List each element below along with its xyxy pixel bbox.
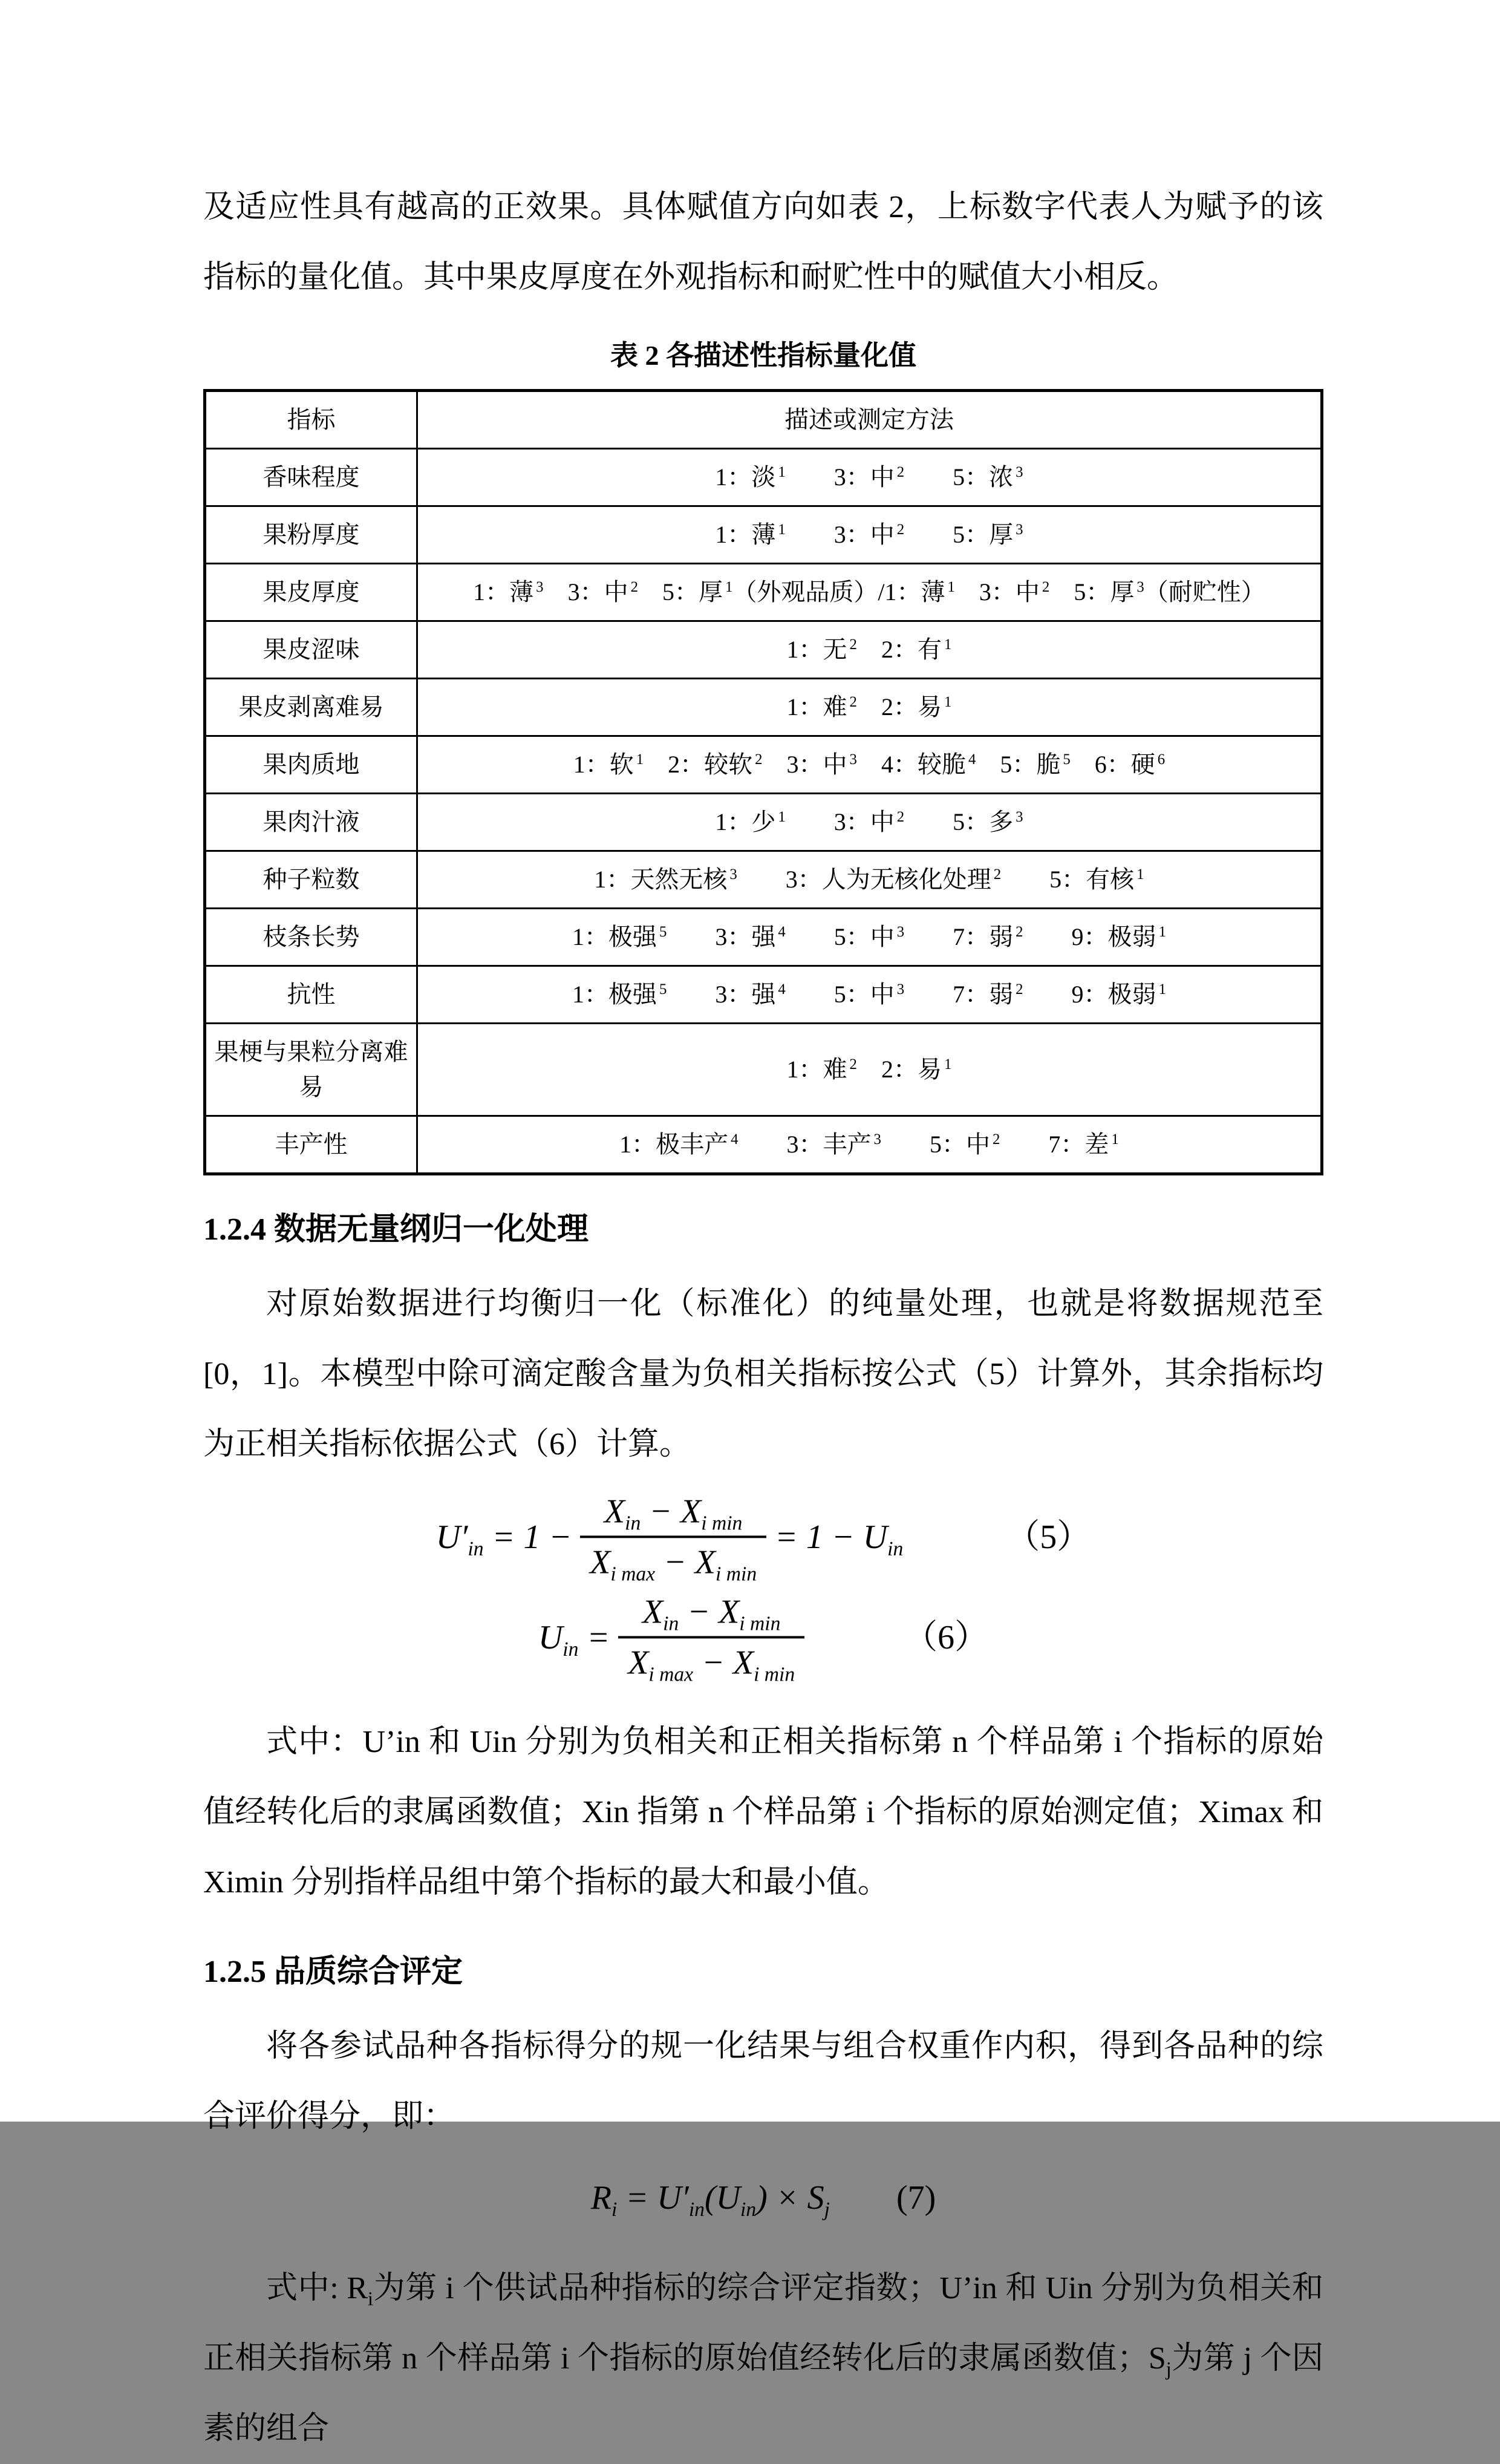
table-row bbox=[205, 564, 1322, 621]
indicator-cell: 抗性 bbox=[205, 966, 417, 1024]
table-row bbox=[205, 449, 1322, 506]
table-caption: 表 2 各描述性指标量化值 bbox=[610, 340, 916, 371]
description-cell: 1：淡 $^1$ 3：中 $^2$ 5：浓 $^3$ bbox=[417, 449, 1322, 506]
table-body bbox=[205, 449, 1322, 1174]
table-row bbox=[205, 909, 1322, 966]
description-cell: 1：极强 $^5$ 3：强 $^4$ 5：中 $^3$ 7：弱 $^2$ 9：极弱 $^1$ bbox=[417, 909, 1322, 966]
table-row bbox=[205, 1116, 1322, 1174]
description-cell: 1：软 $^1$ 2：较软 $^2$ 3：中 $^3$ 4：较脆 $^4$ 5：脆 $^5$ 6：硬 $^6$ bbox=[417, 736, 1322, 794]
paragraph-formula-explanation: 式中：U’in 和 Uin 分别为负相关和正相关指标第 n 个样品第 i 个指标的原始值经转化后的隶属函数值；Xin 指第 n 个样品第 i 个指标的原始测定值；Ximax 和 Ximin 分别指样品组中第个指标的最大和最小值。 bbox=[203, 1725, 1323, 1900]
table-row bbox=[205, 506, 1322, 564]
indicator-cell: 枝条长势 bbox=[205, 909, 417, 966]
formula-5: $U'_{in} = 1$ − $\frac{X_{in} - X_{i min}}{X_{i max} - X_{i min}}$ = $1 - U_{in}$ （5） bbox=[435, 1492, 1091, 1586]
formula-block bbox=[203, 1492, 1323, 1686]
indicator-cell: 丰产性 bbox=[205, 1116, 417, 1174]
fraction: $\frac{X_{in} - X_{i min}}{X_{i max} - X_{i min}}$ bbox=[618, 1592, 804, 1682]
indicator-cell: 果梗与果粒分离难易 bbox=[205, 1024, 417, 1116]
description-cell: 1：少 $^1$ 3：中 $^2$ 5：多 $^3$ bbox=[417, 794, 1322, 851]
formula-6: $U_{in}$ = $\frac{X_{in} - X_{i min}}{X_{i max} - X_{i min}}$ （6） bbox=[538, 1593, 989, 1686]
table-row bbox=[205, 736, 1322, 794]
description-cell: 1：极强 $^5$ 3：强 $^4$ 5：中 $^3$ 7：弱 $^2$ 9：极弱 $^1$ bbox=[417, 966, 1322, 1024]
indicator-cell: 果肉汁液 bbox=[205, 794, 417, 851]
table-row bbox=[205, 621, 1322, 679]
indicator-cell: 种子粒数 bbox=[205, 851, 417, 909]
paragraph-result-explanation: 式中: $R_i$为第 i 个供试品种指标的综合评定指数；U’in 和 Uin 分别为负相关和正相关指标第 n 个样品第 i 个指标的原始值经转化后的隶属函数值；$S_j$为第 j 个因素的组合 bbox=[203, 2271, 1324, 2446]
paragraph-normalization: 对原始数据进行均衡归一化（标准化）的纯量处理，也就是将数据规范至[0，1]。本模型中除可滴定酸含量为负相关指标按公式（5）计算外，其余指标均为正相关指标依据公式（6）计算。 bbox=[203, 1287, 1323, 1462]
indicator-cell: 香味程度 bbox=[205, 449, 417, 506]
table-row bbox=[205, 794, 1322, 851]
table-header-row bbox=[205, 391, 1322, 449]
equation-number: (7) bbox=[896, 2179, 936, 2217]
paragraph-intro: 及适应性具有越高的正效果。具体赋值方向如表 2，上标数字代表人为赋予的该指标的量化值。其中果皮厚度在外观指标和耐贮性中的赋值大小相反。 bbox=[203, 190, 1323, 295]
formula-7: $R_i = U'_{in}(U_{in}) \times S_j$ (7) bbox=[590, 2179, 936, 2221]
indicator-cell: 果粉厚度 bbox=[205, 506, 417, 564]
equation-number: （5） bbox=[1006, 1518, 1091, 1556]
fraction: $\frac{X_{in} - X_{i min}}{X_{i max} - X_{i min}}$ bbox=[580, 1492, 766, 1581]
description-cell: 1：难 $^2$ 2：易 $^1$ bbox=[417, 1024, 1322, 1116]
table-row bbox=[205, 1024, 1322, 1116]
description-cell: 1：天然无核 $^3$ 3：人为无核化处理 $^2$ 5：有核 $^1$ bbox=[417, 851, 1322, 909]
header-indicator: 指标 bbox=[205, 391, 417, 449]
descriptive-indicator-table bbox=[203, 389, 1323, 1175]
indicator-cell: 果皮涩味 bbox=[205, 621, 417, 679]
indicator-cell: 果皮厚度 bbox=[205, 564, 417, 621]
header-description: 描述或测定方法 bbox=[417, 391, 1322, 449]
description-cell: 1：无 $^2$ 2：有 $^1$ bbox=[417, 621, 1322, 679]
description-cell: 1：薄 $^3$ 3：中 $^2$ 5：厚 $^1$（外观品质）/1：薄 $^1$ 3：中 $^2$ 5：厚 $^3$（耐贮性） bbox=[417, 564, 1322, 621]
description-cell: 1：难 $^2$ 2：易 $^1$ bbox=[417, 679, 1322, 736]
table-row bbox=[205, 851, 1322, 909]
equation-number: （6） bbox=[904, 1618, 989, 1656]
section-heading-1-2-5: 1.2.5 品质综合评定 bbox=[203, 1955, 463, 1989]
table-row bbox=[205, 679, 1322, 736]
description-cell: 1：薄 $^1$ 3：中 $^2$ 5：厚 $^3$ bbox=[417, 506, 1322, 564]
indicator-cell: 果皮剥离难易 bbox=[205, 679, 417, 736]
indicator-cell: 果肉质地 bbox=[205, 736, 417, 794]
paragraph-evaluation: 将各参试品种各指标得分的规一化结果与组合权重作内积，得到各品种的综合评价得分，即： bbox=[203, 2029, 1323, 2134]
description-cell: 1：极丰产 $^4$ 3：丰产 $^3$ 5：中 $^2$ 7：差 $^1$ bbox=[417, 1116, 1322, 1174]
section-heading-1-2-4: 1.2.4 数据无量纲归一化处理 bbox=[203, 1212, 589, 1247]
table-row bbox=[205, 966, 1322, 1024]
